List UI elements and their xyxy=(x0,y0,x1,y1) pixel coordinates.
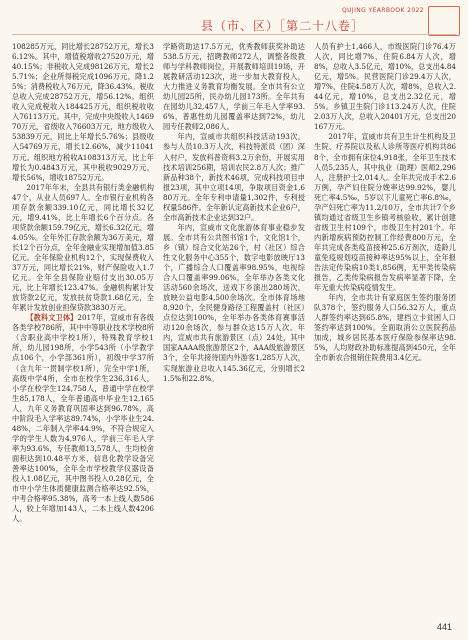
column-middle xyxy=(163,42,305,612)
paragraph: 2017年，宣威市共有卫生计生机构及卫生院、疗养院以及私人诊所等医疗机构共868个，全市拥有床位4,918张，全年卫生技术人员5,235人，其中执业（助理）医师2,296人，注册护士2,014人。全年共完成手术2.6万例，孕产妇住院分娩率达99.92%，婴儿死亡率4.5‰，5岁以下儿童死亡率6.8‰，孕产妇死亡率为11.2/10万，全市共计7个乡镇均通过省级卫生乡镇考核验收，累计创建省级卫生村109个，市级卫生村201个。年内新增疾病预防控制工作经费800万元，全年共完成各类疫苗接种25.6万剂次，适龄儿童免疫规划疫苗接种率达95%以上，全年报告法定传染病10类1,856例，无甲类传染病报告，乙类传染病报告发病率显著下降，全年无重大传染病疫情发生。 xyxy=(314,132,456,293)
page-header xyxy=(0,0,468,40)
paragraph: 年内，宣威市文化旅游体育事业稳步发展。全市共有公共图书馆1个，文化馆1个，乡（镇）综合文化站26个，村（社区）综合性文化服务中心355个，数字电影放映厅13个，广播综合人口覆盖率98.95%，电视综合人口覆盖率99.06%，全年举办各类文化活动560余场次，送戏下乡演出280场次，放映公益电影4,500余场次。全市体育场地8,920个，全民健身路径工程覆盖村（社区）点位达到100%，全年举办各类体育赛事活动120余场次，参与群众达15万人次。年内，宣威市共有旅游景区（点）24处，其中国家AAAA级旅游景区2个，AAA级旅游景区3个，全年共接待国内外游客1,285万人次，实现旅游业总收入145.36亿元，分别增长21.5%和22.8%。 xyxy=(163,222,305,383)
paragraph: 108285万元，同比增长28752万元，增长36.12%。其中，增值税增收27520万元，增40.15%；非税收入完成98126万元，增长25.71%；企业所得税完成1096万元，降1.25%；消费税收入76万元，降36.43%。税收总收入完成28752万元，增56.12%。组织收入完成税收入184425万元，组织税收收入76113万元。其中，完成中央级收入146970万元，省级收入76603万元，地方级收入53839万元，同比上年增长5.76%；县级收入54769万元，增长12.66%，减少11041万元。组织地方税收A108313万元，比上年增长为0.4843万元，其中税收9029万元，增长56%，增收18752万元。 xyxy=(12,42,154,182)
paragraph: 年内，全市共计有家庭医生签约服务团队378个，签约服务人口56.32万人，重点人群签约率达到65.8%，建档立卡贫困人口签约率达到100%。全面取消公立医院药品加成，城乡居民基本医疗保险参保率达98.5%，人均财政补助标准提高到450元，全年全市新农合报销住院费用3.4亿元。 xyxy=(314,293,456,363)
column-right xyxy=(314,42,456,612)
section-title: 县（市、区）［第二十八卷］ xyxy=(200,19,364,33)
header-emblem xyxy=(428,6,460,36)
page-number: 441 xyxy=(436,622,452,632)
paragraph: 【教科文卫体】2017年，宣威市有各级各类学校786所，其中中等职业技术学校8所（含职业高中学校1所），特殊教育学校1所，幼儿园198所，小学543所（小学教学点106个，小学部361所），初级中学37所（含九年一贯制学校1所），完全中学1所，高级中学4所，全市在校学生236,316人，小学在校学生124,758人，普通中学在校学生85,178人，全年普通高中毕业生12,165人，九年义务教育巩固率达到96.78%，高中阶段毛入学率达89.74%，小学毕业生24.48%，二年制入学率44.9%，不符合规定入学的学生人数为4,976人，学前三年毛入学率为93.6%，专任教师13,578人，生均校舍面积达到10.48平方米，信息化教学设备完善率达100%，全年全市学校教学仪器设备投入1.08亿元，其中图书投入0.28亿元，全市中小学生体质健康监测合格率达92.5%，中考合格率95.38%，高考一本上线人数586人，较上年增加143人，二本上线人数4206人。 xyxy=(12,313,154,524)
body-columns xyxy=(12,42,456,612)
section-heading: 【教科文卫体】 xyxy=(26,313,78,323)
yearbook-brand: QUJING YEARBOOK 2022 xyxy=(342,7,424,14)
paragraph: 2017年年末，全县共有银行类金融机构47个，从业人员697人。全市银行业机构各项存款余额339.10亿元，同比增长32亿元，增9.41%，比上年增长6个百分点。各项贷款余额159.79亿元，增长6.32亿元，增4.05%。全年外汇存款余额为36万美元，增长12个百分点，全年金融业实现增加值3.85亿元。全年保险业机构12个，实现保费收入37万元，同比增长21%，财产保险收入1.7亿元。全年全县保险业赔付支出30.05万元，比上年增长123.47%。金融机构累计发放贷款2亿元，发放扶贫贷款1.68亿元，全年累计发放创业担保贷款3830万元。 xyxy=(12,182,154,313)
paragraph: 学路资助达17.5万元，优秀教师获奖补助达538.5万元，招聘教师272人，调整各级教师与学科教师岗位，开展教师培训19场，开展教研活动123次，进一步加大教育投入，大力推进义务教育均衡发展。全市共有公立幼儿园25所，民办幼儿园173所。全年共有在园幼儿32,457人，学前三年毛入学率93.6%，普惠性幼儿园覆盖率达到72%，幼儿园专任教师2,086人。 xyxy=(163,42,305,132)
paragraph: 人员有护士1,466人，市级医院门诊76.4万人次，同比增7%，住院6.84万人次，增8%，总收入3.5亿元，增10%，总支出4.84亿元，增5%。民营医院门诊29.4万人次，增7%，住院4.58万人次，增8%，总收入2.44亿元，增10%，总支出2.32亿元，增5%。乡镇卫生院门诊113.24万人次，住院2.03万人次，总收入20401万元，总支出20167万元。 xyxy=(314,42,456,132)
paragraph: 年内，宣威市共组织科技活动193次，参与人员10.3万人次，科技特派员（团）深入村户，发放科普资料3.2万余份，开展实用技术培训256期，培训农民2.8万人次；推广新品种38个，新技术46项，完成科技项目申报23项，其中立项14项，争取项目资金1,680万元。全年专利申请量1,302件，专利授权量586件。全年新认定高新技术企业6户，全市高新技术企业达到32户。 xyxy=(163,132,305,222)
header-divider xyxy=(12,34,456,35)
column-left xyxy=(12,42,154,612)
